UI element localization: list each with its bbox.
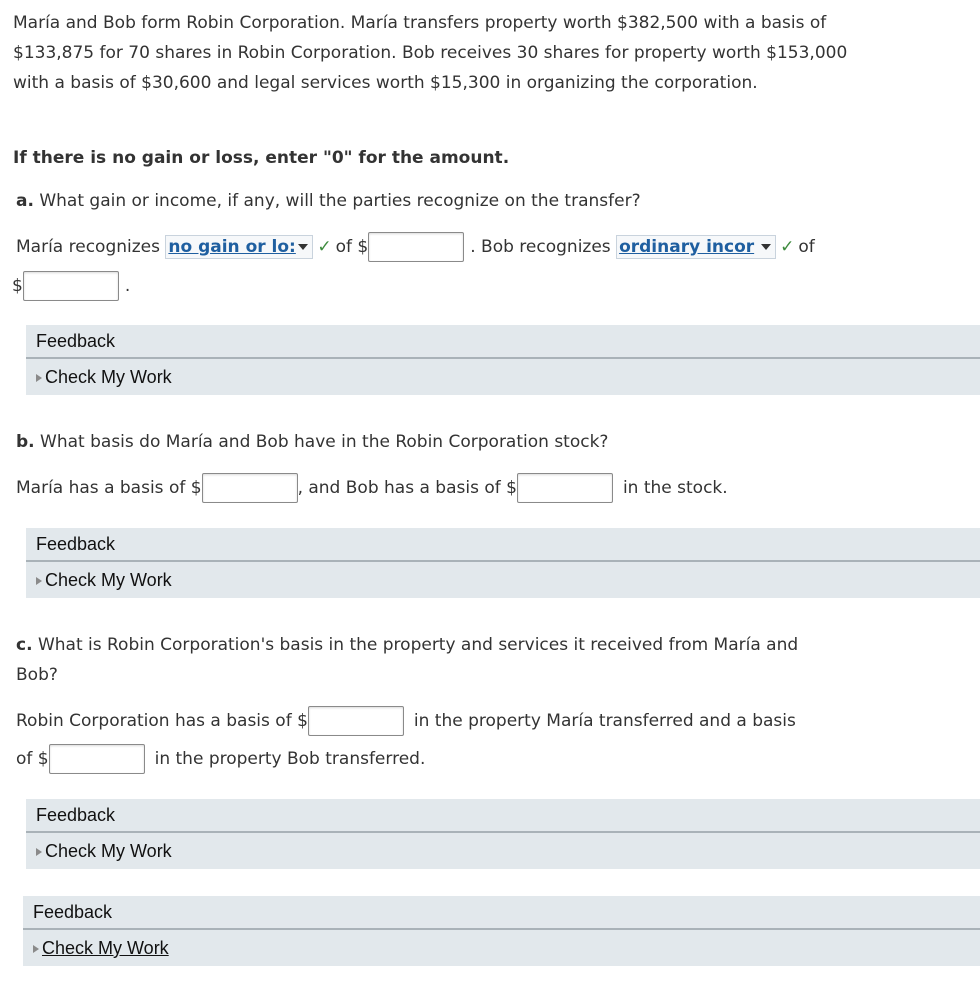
- feedback-panel-b: [26, 528, 980, 598]
- bob-amount-input[interactable]: [23, 271, 119, 301]
- part-a-letter: a.: [16, 191, 34, 211]
- part-c-question-text-1: What is Robin Corporation's basis in the property and services it received from María and: [37, 635, 799, 655]
- bob-basis-label: , and Bob has a basis of $: [297, 478, 517, 498]
- part-b-letter: b.: [16, 432, 35, 452]
- part-c-question-text-2: Bob?: [16, 665, 58, 685]
- triangle-right-icon: [36, 577, 42, 585]
- check-my-work-toggle[interactable]: [26, 359, 980, 395]
- feedback-heading: Feedback: [23, 896, 980, 930]
- triangle-right-icon: [36, 848, 42, 856]
- bob-recognition-select-value: ordinary incor: [619, 237, 755, 257]
- corp-basis-maria-input[interactable]: [308, 706, 404, 736]
- of-dollar-label: of $: [16, 749, 49, 769]
- instruction-text: If there is no gain or loss, enter "0" for the amount.: [13, 148, 510, 168]
- triangle-right-icon: [36, 374, 42, 382]
- check-my-work-toggle[interactable]: [26, 833, 980, 869]
- check-my-work-label: Check My Work: [45, 367, 172, 387]
- bob-recognizes-label: . Bob recognizes: [470, 237, 611, 257]
- part-b-line: [16, 473, 728, 503]
- feedback-heading: Feedback: [26, 325, 980, 359]
- corp-basis-bob-input[interactable]: [49, 744, 145, 774]
- checkmark-icon: ✓: [317, 237, 332, 257]
- checkmark-icon: ✓: [780, 237, 795, 257]
- triangle-right-icon: [33, 945, 39, 953]
- feedback-panel-c: [26, 799, 980, 869]
- chevron-down-icon: [761, 244, 771, 250]
- maria-basis-input[interactable]: [202, 473, 298, 503]
- check-my-work-label: Check My Work: [45, 841, 172, 861]
- check-my-work-link[interactable]: [23, 930, 980, 966]
- part-a-line-2: [12, 271, 130, 301]
- in-the-stock-text: in the stock.: [622, 478, 728, 498]
- feedback-panel-a: [26, 325, 980, 395]
- bob-basis-input[interactable]: [517, 473, 613, 503]
- check-my-work-toggle[interactable]: [26, 562, 980, 598]
- chevron-down-icon: [298, 244, 308, 250]
- feedback-heading: Feedback: [26, 528, 980, 562]
- maria-recognizes-label: María recognizes: [16, 237, 160, 257]
- part-c-letter: c.: [16, 635, 33, 655]
- period-text: .: [124, 276, 131, 296]
- check-my-work-label[interactable]: Check My Work: [42, 938, 169, 958]
- maria-recognition-select-value: no gain or lo:: [168, 237, 296, 257]
- feedback-panel-overall: [23, 896, 980, 966]
- check-my-work-label: Check My Work: [45, 570, 172, 590]
- dollar-label: $: [12, 276, 23, 296]
- maria-recognition-select[interactable]: [165, 235, 313, 259]
- maria-property-text: in the property María transferred and a basis: [413, 711, 796, 731]
- corp-basis-label: Robin Corporation has a basis of $: [16, 711, 308, 731]
- part-a-line-1: [16, 232, 815, 262]
- bob-property-text: in the property Bob transferred.: [154, 749, 426, 769]
- of-label: of: [798, 237, 815, 257]
- part-c-question: [16, 630, 798, 690]
- part-a-question-text: What gain or income, if any, will the parties recognize on the transfer?: [39, 191, 641, 211]
- maria-amount-input[interactable]: [368, 232, 464, 262]
- part-a-question: [16, 186, 641, 216]
- feedback-heading: Feedback: [26, 799, 980, 833]
- problem-intro: María and Bob form Robin Corporation. María transfers property worth $382,500 with a basis of $133,875 for 70 shares in Robin Corporation. Bob receives 30 shares for property worth $153,000 with a basis of $30,600 and legal services worth $15,300 in organizing the corporation.: [13, 13, 848, 93]
- part-c-line-1: [16, 706, 796, 736]
- bob-recognition-select[interactable]: [616, 235, 776, 259]
- part-c-line-2: [16, 744, 425, 774]
- maria-basis-label: María has a basis of $: [16, 478, 202, 498]
- part-b-question-text: What basis do María and Bob have in the Robin Corporation stock?: [40, 432, 609, 452]
- of-dollar-label: of $: [335, 237, 369, 257]
- part-b-question: [16, 427, 608, 457]
